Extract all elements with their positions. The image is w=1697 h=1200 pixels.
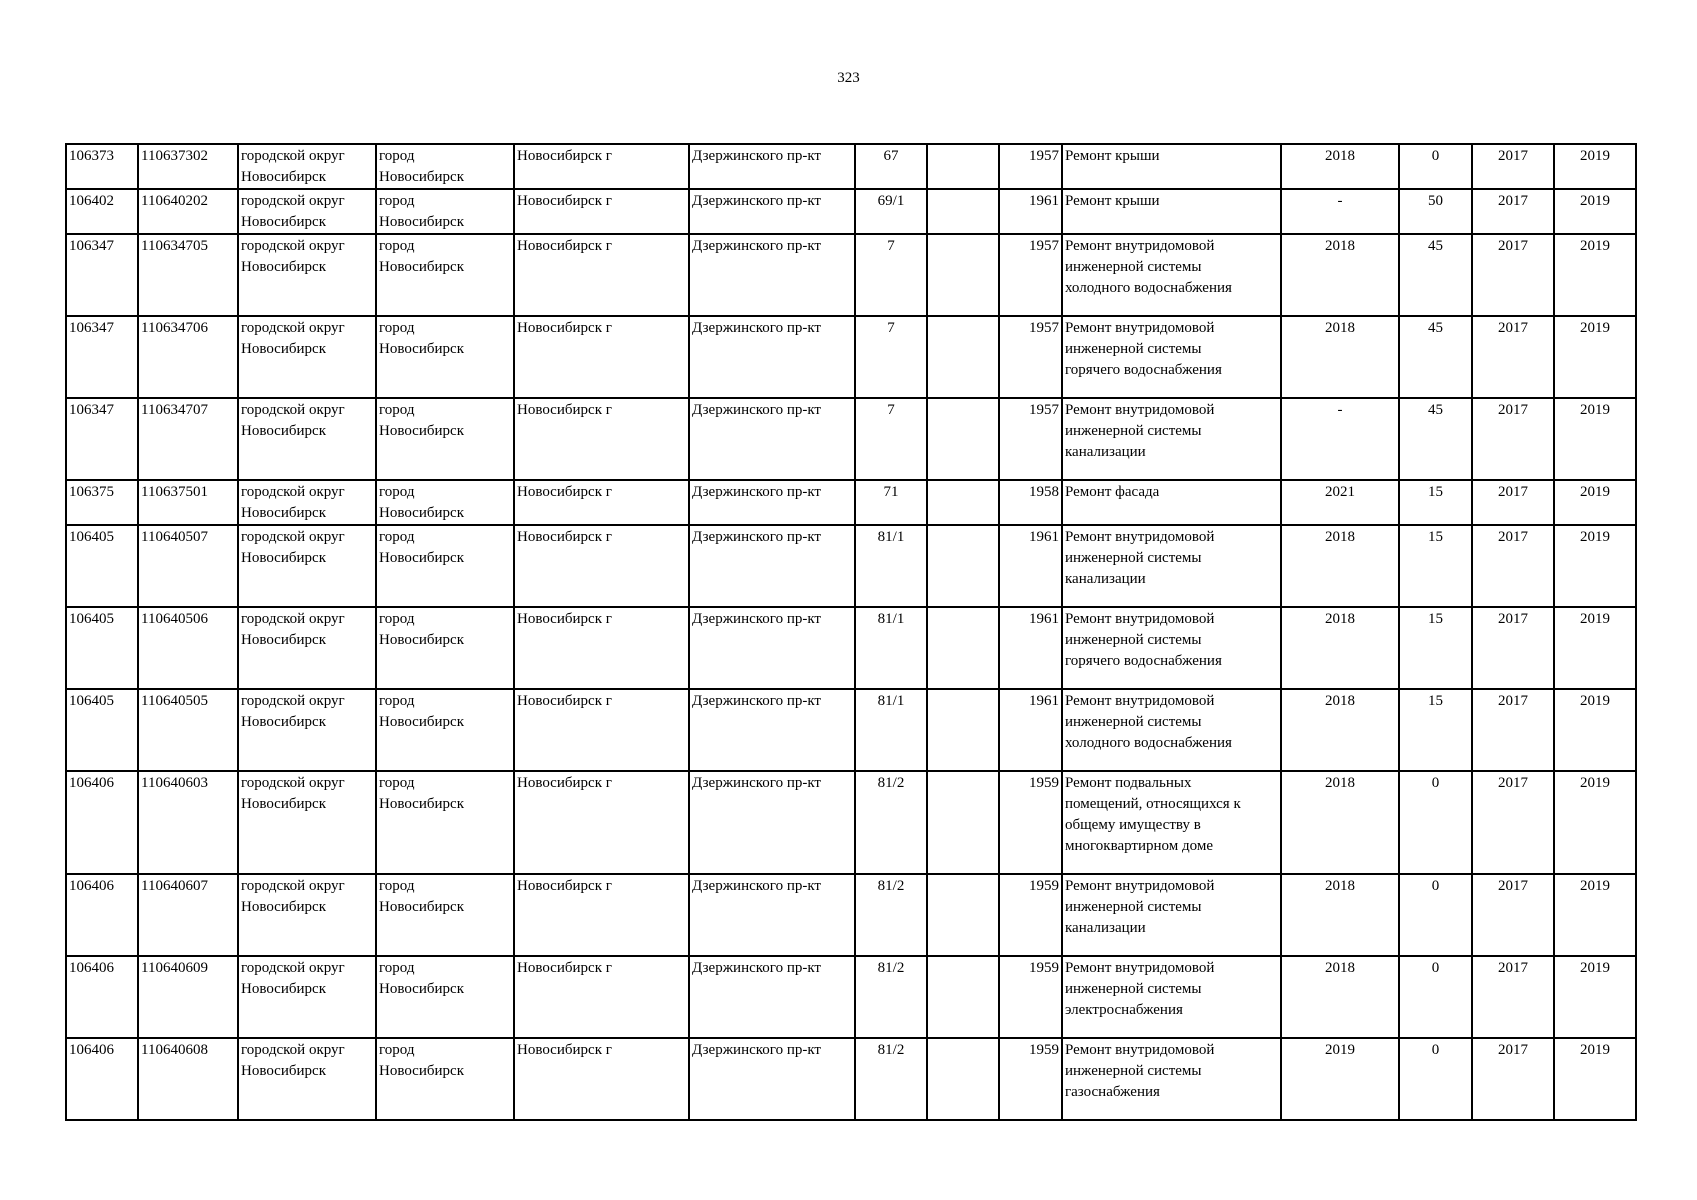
cell-period-from: 2017	[1472, 689, 1554, 771]
cell-municipality	[376, 398, 514, 480]
cell-street: Дзержинского пр-кт	[689, 1038, 855, 1120]
cell-work-type-line: помещений, относящихся к	[1065, 796, 1241, 812]
cell-municipality-line: город	[379, 238, 415, 254]
cell-municipality-line: город	[379, 775, 415, 791]
cell-building	[927, 1038, 999, 1120]
cell-work-type-line: многоквартирном доме	[1065, 838, 1213, 854]
cell-district-line: Новосибирск	[241, 632, 326, 648]
cell-code: 110640507	[138, 525, 238, 607]
cell-year-built: 1961	[999, 525, 1062, 607]
page-number: 323	[837, 70, 860, 86]
cell-building	[927, 956, 999, 1038]
cell-street: Дзержинского пр-кт	[689, 874, 855, 956]
cell-id: 106373	[66, 144, 138, 189]
cell-district	[238, 525, 376, 607]
cell-municipality-line: город	[379, 1042, 415, 1058]
cell-code: 110640609	[138, 956, 238, 1038]
cell-municipality	[376, 874, 514, 956]
cell-building	[927, 234, 999, 316]
cell-municipality-line: город	[379, 193, 415, 209]
cell-district-line: Новосибирск	[241, 259, 326, 275]
cell-id: 106347	[66, 316, 138, 398]
cell-municipality-line: Новосибирск	[379, 214, 464, 230]
cell-locality: Новосибирск г	[514, 234, 689, 316]
cell-municipality-line: город	[379, 611, 415, 627]
cell-house: 7	[855, 398, 927, 480]
cell-year-built: 1961	[999, 689, 1062, 771]
cell-plan-year: 2018	[1281, 874, 1399, 956]
cell-wear: 50	[1399, 189, 1472, 234]
cell-work-type-line: Ремонт крыши	[1065, 193, 1160, 209]
cell-municipality-line: город	[379, 320, 415, 336]
cell-locality: Новосибирск г	[514, 480, 689, 525]
cell-work-type-line: инженерной системы	[1065, 714, 1202, 730]
cell-period-from: 2017	[1472, 316, 1554, 398]
cell-house: 7	[855, 234, 927, 316]
cell-work-type-line: Ремонт внутридомовой	[1065, 402, 1215, 418]
cell-plan-year: 2021	[1281, 480, 1399, 525]
cell-year-built: 1957	[999, 234, 1062, 316]
cell-district	[238, 316, 376, 398]
cell-district-line: городской округ	[241, 878, 345, 894]
cell-id: 106406	[66, 1038, 138, 1120]
cell-house: 81/2	[855, 1038, 927, 1120]
cell-work-type-line: газоснабжения	[1065, 1084, 1160, 1100]
cell-work-type-line: холодного водоснабжения	[1065, 280, 1232, 296]
cell-municipality-line: Новосибирск	[379, 550, 464, 566]
cell-year-built: 1959	[999, 874, 1062, 956]
cell-building	[927, 771, 999, 874]
cell-period-to: 2019	[1554, 771, 1636, 874]
cell-district	[238, 607, 376, 689]
cell-district-line: городской округ	[241, 693, 345, 709]
cell-work-type	[1062, 234, 1281, 316]
cell-municipality-line: город	[379, 402, 415, 418]
cell-municipality-line: Новосибирск	[379, 341, 464, 357]
cell-wear: 0	[1399, 771, 1472, 874]
cell-locality: Новосибирск г	[514, 689, 689, 771]
cell-district	[238, 874, 376, 956]
cell-plan-year: 2018	[1281, 956, 1399, 1038]
cell-municipality	[376, 689, 514, 771]
cell-period-from: 2017	[1472, 234, 1554, 316]
cell-street: Дзержинского пр-кт	[689, 771, 855, 874]
cell-district-line: городской округ	[241, 484, 345, 500]
cell-municipality-line: город	[379, 960, 415, 976]
table-row	[66, 956, 1636, 1038]
cell-street: Дзержинского пр-кт	[689, 398, 855, 480]
cell-district-line: городской округ	[241, 960, 345, 976]
cell-locality: Новосибирск г	[514, 144, 689, 189]
cell-period-from: 2017	[1472, 874, 1554, 956]
cell-work-type	[1062, 144, 1281, 189]
table-row	[66, 607, 1636, 689]
cell-work-type-line: горячего водоснабжения	[1065, 653, 1222, 669]
cell-building	[927, 144, 999, 189]
cell-district-line: Новосибирск	[241, 550, 326, 566]
cell-wear: 45	[1399, 398, 1472, 480]
cell-municipality-line: город	[379, 693, 415, 709]
cell-work-type	[1062, 316, 1281, 398]
table-row	[66, 689, 1636, 771]
cell-district-line: Новосибирск	[241, 169, 326, 185]
cell-house: 81/2	[855, 874, 927, 956]
cell-code: 110640607	[138, 874, 238, 956]
cell-locality: Новосибирск г	[514, 771, 689, 874]
cell-wear: 15	[1399, 607, 1472, 689]
cell-year-built: 1959	[999, 956, 1062, 1038]
cell-id: 106405	[66, 525, 138, 607]
cell-work-type-line: Ремонт внутридомовой	[1065, 878, 1215, 894]
cell-work-type	[1062, 689, 1281, 771]
table-row	[66, 144, 1636, 189]
cell-district	[238, 771, 376, 874]
cell-work-type-line: Ремонт внутридомовой	[1065, 320, 1215, 336]
cell-street: Дзержинского пр-кт	[689, 144, 855, 189]
cell-code: 110637302	[138, 144, 238, 189]
cell-municipality-line: город	[379, 484, 415, 500]
cell-work-type-line: Ремонт внутридомовой	[1065, 693, 1215, 709]
cell-plan-year: 2018	[1281, 234, 1399, 316]
cell-building	[927, 607, 999, 689]
cell-id: 106406	[66, 771, 138, 874]
cell-building	[927, 398, 999, 480]
cell-period-from: 2017	[1472, 525, 1554, 607]
cell-municipality	[376, 316, 514, 398]
cell-district	[238, 956, 376, 1038]
cell-work-type-line: Ремонт внутридомовой	[1065, 960, 1215, 976]
cell-code: 110640505	[138, 689, 238, 771]
cell-municipality	[376, 189, 514, 234]
cell-municipality-line: Новосибирск	[379, 899, 464, 915]
table-row	[66, 874, 1636, 956]
cell-municipality-line: город	[379, 529, 415, 545]
cell-wear: 15	[1399, 480, 1472, 525]
cell-period-to: 2019	[1554, 189, 1636, 234]
cell-locality: Новосибирск г	[514, 398, 689, 480]
cell-work-type-line: Ремонт внутридомовой	[1065, 238, 1215, 254]
table-row	[66, 189, 1636, 234]
cell-district-line: городской округ	[241, 775, 345, 791]
cell-work-type-line: Ремонт внутридомовой	[1065, 611, 1215, 627]
cell-period-to: 2019	[1554, 234, 1636, 316]
cell-district-line: Новосибирск	[241, 214, 326, 230]
cell-wear: 15	[1399, 689, 1472, 771]
cell-id: 106405	[66, 689, 138, 771]
cell-period-from: 2017	[1472, 956, 1554, 1038]
cell-district-line: городской округ	[241, 1042, 345, 1058]
cell-year-built: 1958	[999, 480, 1062, 525]
cell-period-to: 2019	[1554, 874, 1636, 956]
cell-code: 110640608	[138, 1038, 238, 1120]
cell-street: Дзержинского пр-кт	[689, 956, 855, 1038]
cell-district	[238, 189, 376, 234]
cell-work-type-line: общему имуществу в	[1065, 817, 1201, 833]
cell-house: 81/2	[855, 956, 927, 1038]
cell-year-built: 1959	[999, 771, 1062, 874]
cell-district-line: городской округ	[241, 611, 345, 627]
cell-municipality-line: Новосибирск	[379, 169, 464, 185]
table-row	[66, 771, 1636, 874]
cell-house: 71	[855, 480, 927, 525]
cell-municipality	[376, 1038, 514, 1120]
cell-house: 67	[855, 144, 927, 189]
cell-work-type-line: электроснабжения	[1065, 1002, 1183, 1018]
cell-municipality	[376, 480, 514, 525]
cell-district-line: Новосибирск	[241, 796, 326, 812]
cell-plan-year: 2018	[1281, 144, 1399, 189]
cell-house: 81/1	[855, 607, 927, 689]
cell-work-type-line: инженерной системы	[1065, 899, 1202, 915]
cell-work-type-line: Ремонт подвальных	[1065, 775, 1192, 791]
cell-district-line: городской округ	[241, 193, 345, 209]
cell-municipality-line: Новосибирск	[379, 714, 464, 730]
cell-period-from: 2017	[1472, 771, 1554, 874]
cell-code: 110640202	[138, 189, 238, 234]
cell-house: 7	[855, 316, 927, 398]
cell-municipality	[376, 607, 514, 689]
cell-work-type-line: Ремонт крыши	[1065, 148, 1160, 164]
cell-district	[238, 144, 376, 189]
cell-work-type-line: Ремонт внутридомовой	[1065, 529, 1215, 545]
table-row	[66, 316, 1636, 398]
cell-district	[238, 689, 376, 771]
cell-district-line: Новосибирск	[241, 505, 326, 521]
cell-period-to: 2019	[1554, 956, 1636, 1038]
cell-house: 69/1	[855, 189, 927, 234]
cell-plan-year: 2018	[1281, 316, 1399, 398]
cell-code: 110634706	[138, 316, 238, 398]
cell-period-to: 2019	[1554, 144, 1636, 189]
cell-year-built: 1957	[999, 398, 1062, 480]
cell-work-type	[1062, 525, 1281, 607]
cell-work-type	[1062, 607, 1281, 689]
cell-district-line: городской округ	[241, 529, 345, 545]
cell-work-type-line: холодного водоснабжения	[1065, 735, 1232, 751]
cell-id: 106402	[66, 189, 138, 234]
cell-district-line: Новосибирск	[241, 341, 326, 357]
cell-district-line: Новосибирск	[241, 1063, 326, 1079]
cell-municipality-line: город	[379, 148, 415, 164]
cell-code: 110634705	[138, 234, 238, 316]
cell-plan-year: 2018	[1281, 607, 1399, 689]
cell-year-built: 1961	[999, 607, 1062, 689]
cell-period-from: 2017	[1472, 398, 1554, 480]
cell-period-from: 2017	[1472, 189, 1554, 234]
cell-municipality	[376, 525, 514, 607]
cell-district-line: Новосибирск	[241, 899, 326, 915]
cell-work-type	[1062, 771, 1281, 874]
cell-locality: Новосибирск г	[514, 189, 689, 234]
cell-plan-year: -	[1281, 189, 1399, 234]
cell-period-to: 2019	[1554, 689, 1636, 771]
cell-plan-year: 2018	[1281, 689, 1399, 771]
cell-district	[238, 398, 376, 480]
cell-locality: Новосибирск г	[514, 607, 689, 689]
cell-municipality-line: Новосибирск	[379, 505, 464, 521]
cell-municipality	[376, 956, 514, 1038]
cell-work-type-line: инженерной системы	[1065, 550, 1202, 566]
cell-period-to: 2019	[1554, 1038, 1636, 1120]
cell-locality: Новосибирск г	[514, 874, 689, 956]
cell-work-type-line: инженерной системы	[1065, 423, 1202, 439]
cell-work-type-line: Ремонт внутридомовой	[1065, 1042, 1215, 1058]
cell-building	[927, 689, 999, 771]
cell-period-to: 2019	[1554, 316, 1636, 398]
cell-work-type-line: горячего водоснабжения	[1065, 362, 1222, 378]
cell-locality: Новосибирск г	[514, 956, 689, 1038]
cell-wear: 0	[1399, 1038, 1472, 1120]
cell-district	[238, 1038, 376, 1120]
cell-code: 110640506	[138, 607, 238, 689]
cell-work-type	[1062, 956, 1281, 1038]
cell-district-line: Новосибирск	[241, 981, 326, 997]
cell-house: 81/2	[855, 771, 927, 874]
cell-id: 106405	[66, 607, 138, 689]
cell-locality: Новосибирск г	[514, 525, 689, 607]
table-row	[66, 398, 1636, 480]
cell-work-type	[1062, 1038, 1281, 1120]
cell-period-to: 2019	[1554, 480, 1636, 525]
cell-id: 106347	[66, 398, 138, 480]
cell-period-from: 2017	[1472, 480, 1554, 525]
cell-wear: 0	[1399, 144, 1472, 189]
cell-year-built: 1957	[999, 316, 1062, 398]
cell-district	[238, 234, 376, 316]
cell-work-type	[1062, 398, 1281, 480]
cell-street: Дзержинского пр-кт	[689, 689, 855, 771]
cell-building	[927, 189, 999, 234]
cell-district-line: Новосибирск	[241, 423, 326, 439]
cell-work-type-line: инженерной системы	[1065, 341, 1202, 357]
cell-work-type-line: инженерной системы	[1065, 1063, 1202, 1079]
cell-work-type-line: инженерной системы	[1065, 981, 1202, 997]
table-row	[66, 480, 1636, 525]
cell-street: Дзержинского пр-кт	[689, 480, 855, 525]
cell-building	[927, 874, 999, 956]
cell-code: 110640603	[138, 771, 238, 874]
cell-wear: 45	[1399, 234, 1472, 316]
cell-work-type-line: канализации	[1065, 444, 1146, 460]
cell-building	[927, 316, 999, 398]
cell-street: Дзержинского пр-кт	[689, 234, 855, 316]
cell-work-type	[1062, 480, 1281, 525]
cell-period-to: 2019	[1554, 525, 1636, 607]
cell-street: Дзержинского пр-кт	[689, 189, 855, 234]
cell-municipality	[376, 144, 514, 189]
cell-work-type-line: канализации	[1065, 571, 1146, 587]
cell-street: Дзержинского пр-кт	[689, 607, 855, 689]
cell-wear: 0	[1399, 874, 1472, 956]
cell-district-line: Новосибирск	[241, 714, 326, 730]
cell-code: 110634707	[138, 398, 238, 480]
cell-building	[927, 525, 999, 607]
cell-district	[238, 480, 376, 525]
cell-street: Дзержинского пр-кт	[689, 525, 855, 607]
cell-id: 106406	[66, 956, 138, 1038]
cell-house: 81/1	[855, 525, 927, 607]
cell-locality: Новосибирск г	[514, 316, 689, 398]
cell-work-type-line: Ремонт фасада	[1065, 484, 1160, 500]
cell-period-to: 2019	[1554, 607, 1636, 689]
cell-code: 110637501	[138, 480, 238, 525]
table-row	[66, 1038, 1636, 1120]
cell-period-from: 2017	[1472, 607, 1554, 689]
cell-work-type-line: канализации	[1065, 920, 1146, 936]
table-body	[66, 144, 1636, 1120]
cell-locality: Новосибирск г	[514, 1038, 689, 1120]
cell-id: 106406	[66, 874, 138, 956]
cell-municipality-line: Новосибирск	[379, 259, 464, 275]
cell-work-type	[1062, 189, 1281, 234]
cell-municipality-line: Новосибирск	[379, 981, 464, 997]
cell-wear: 15	[1399, 525, 1472, 607]
cell-wear: 45	[1399, 316, 1472, 398]
cell-building	[927, 480, 999, 525]
cell-district-line: городской округ	[241, 320, 345, 336]
cell-id: 106375	[66, 480, 138, 525]
cell-plan-year: 2019	[1281, 1038, 1399, 1120]
cell-district-line: городской округ	[241, 402, 345, 418]
cell-year-built: 1957	[999, 144, 1062, 189]
cell-plan-year: 2018	[1281, 771, 1399, 874]
table-row	[66, 234, 1636, 316]
cell-municipality-line: Новосибирск	[379, 632, 464, 648]
table-row	[66, 525, 1636, 607]
cell-municipality	[376, 234, 514, 316]
cell-work-type-line: инженерной системы	[1065, 259, 1202, 275]
cell-plan-year: 2018	[1281, 525, 1399, 607]
cell-street: Дзержинского пр-кт	[689, 316, 855, 398]
repair-registry-table	[65, 143, 1637, 1121]
cell-district-line: городской округ	[241, 238, 345, 254]
cell-district-line: городской округ	[241, 148, 345, 164]
cell-period-from: 2017	[1472, 144, 1554, 189]
cell-work-type-line: инженерной системы	[1065, 632, 1202, 648]
cell-year-built: 1961	[999, 189, 1062, 234]
cell-municipality-line: город	[379, 878, 415, 894]
cell-municipality-line: Новосибирск	[379, 796, 464, 812]
cell-municipality	[376, 771, 514, 874]
cell-year-built: 1959	[999, 1038, 1062, 1120]
cell-period-to: 2019	[1554, 398, 1636, 480]
cell-work-type	[1062, 874, 1281, 956]
cell-wear: 0	[1399, 956, 1472, 1038]
cell-municipality-line: Новосибирск	[379, 423, 464, 439]
cell-house: 81/1	[855, 689, 927, 771]
cell-municipality-line: Новосибирск	[379, 1063, 464, 1079]
cell-period-from: 2017	[1472, 1038, 1554, 1120]
cell-id: 106347	[66, 234, 138, 316]
cell-plan-year: -	[1281, 398, 1399, 480]
